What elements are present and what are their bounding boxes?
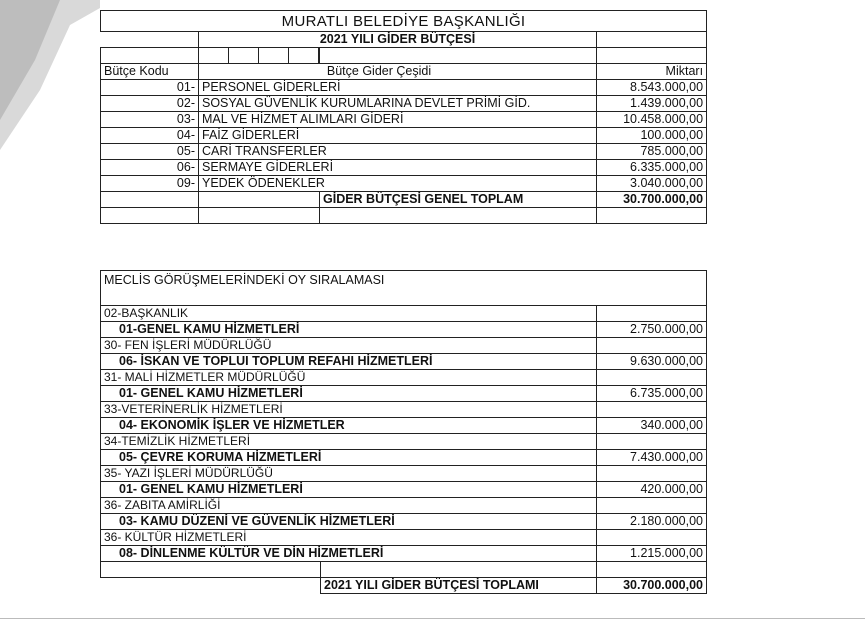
vote-amount: 9.630.000,00: [597, 354, 707, 370]
budget-name: SOSYAL GÜVENLİK KURUMLARINA DEVLET PRİMİ GİD.: [199, 96, 597, 112]
vote-item: 05- ÇEVRE KORUMA HİZMETLERİ: [101, 450, 597, 466]
vote-row: [101, 514, 707, 530]
dept-row: [101, 434, 707, 450]
budget-row: [101, 160, 707, 176]
dept-label: 36- ZABITA AMİRLİĞİ: [101, 498, 597, 514]
col-header-amount: Miktarı: [597, 64, 707, 80]
budget-row: [101, 128, 707, 144]
budget-code: 03-: [101, 112, 199, 128]
vote-row: [101, 386, 707, 402]
dept-label: 36- KÜLTÜR HİZMETLERİ: [101, 530, 597, 546]
scan-edge-line: [0, 618, 865, 619]
dept-label: 33-VETERİNERLİK HİZMETLERİ: [101, 402, 597, 418]
budget-name: YEDEK ÖDENEKLER: [199, 176, 597, 192]
budget-amount: 785.000,00: [597, 144, 707, 160]
budget-row: [101, 112, 707, 128]
budget-total-label: GİDER BÜTÇESİ GENEL TOPLAM: [320, 192, 597, 208]
dept-label: 30- FEN İŞLERİ MÜDÜRLÜĞÜ: [101, 338, 597, 354]
votes-total-amount: 30.700.000,00: [597, 578, 707, 594]
dept-label: 35- YAZI İŞLERİ MÜDÜRLÜĞÜ: [101, 466, 597, 482]
budget-row: [101, 144, 707, 160]
vote-row: [101, 546, 707, 562]
budget-row: [101, 96, 707, 112]
vote-item: 01- GENEL KAMU HİZMETLERİ: [101, 386, 597, 402]
vote-row: [101, 450, 707, 466]
budget-amount: 8.543.000,00: [597, 80, 707, 96]
vote-item: 08- DİNLENME KÜLTÜR VE DİN HİZMETLERİ: [101, 546, 597, 562]
budget-name: SERMAYE GİDERLERİ: [199, 160, 597, 176]
budget-code: 06-: [101, 160, 199, 176]
empty-grid-cells: [199, 48, 320, 64]
budget-amount: 1.439.000,00: [597, 96, 707, 112]
vote-amount: 340.000,00: [597, 418, 707, 434]
dept-label: 02-BAŞKANLIK: [101, 306, 597, 322]
budget-total-amount: 30.700.000,00: [597, 192, 707, 208]
budget-subtitle: 2021 YILI GİDER BÜTÇESİ: [199, 32, 597, 48]
dept-label: 34-TEMİZLİK HİZMETLERİ: [101, 434, 597, 450]
budget-name: MAL VE HİZMET ALIMLARI GİDERİ: [199, 112, 597, 128]
dept-row: [101, 338, 707, 354]
dept-row: [101, 530, 707, 546]
vote-amount: 7.430.000,00: [597, 450, 707, 466]
col-header-code: Bütçe Kodu: [101, 64, 199, 80]
budget-code: 01-: [101, 80, 199, 96]
budget-code: 04-: [101, 128, 199, 144]
dept-row: [101, 402, 707, 418]
budget-name: CARİ TRANSFERLER: [199, 144, 597, 160]
budget-code: 09-: [101, 176, 199, 192]
vote-amount: 420.000,00: [597, 482, 707, 498]
budget-amount: 10.458.000,00: [597, 112, 707, 128]
vote-amount: 6.735.000,00: [597, 386, 707, 402]
budget-row: [101, 176, 707, 192]
vote-row: [101, 354, 707, 370]
votes-total-label: 2021 YILI GİDER BÜTÇESİ TOPLAMI: [321, 578, 597, 594]
dept-label: 31- MALİ HİZMETLER MÜDÜRLÜĞÜ: [101, 370, 597, 386]
vote-amount: 1.215.000,00: [597, 546, 707, 562]
dept-row: [101, 306, 707, 322]
vote-item: 04- EKONOMİK İŞLER VE HİZMETLER: [101, 418, 597, 434]
vote-row: [101, 322, 707, 338]
budget-code: 02-: [101, 96, 199, 112]
vote-row: [101, 482, 707, 498]
budget-code: 05-: [101, 144, 199, 160]
votes-title: MECLİS GÖRÜŞMELERİNDEKİ OY SIRALAMASI: [101, 271, 707, 306]
budget-name: PERSONEL GİDERLERİ: [199, 80, 597, 96]
vote-amount: 2.180.000,00: [597, 514, 707, 530]
vote-row: [101, 418, 707, 434]
vote-amount: 2.750.000,00: [597, 322, 707, 338]
budget-name: FAİZ GİDERLERİ: [199, 128, 597, 144]
scan-shadow-corner: [0, 0, 100, 150]
vote-item: 06- İSKAN VE TOPLUI TOPLUM REFAHI HİZMETLERİ: [101, 354, 597, 370]
budget-amount: 3.040.000,00: [597, 176, 707, 192]
dept-row: [101, 466, 707, 482]
votes-table: [100, 270, 707, 594]
dept-row: [101, 498, 707, 514]
budget-amount: 100.000,00: [597, 128, 707, 144]
budget-amount: 6.335.000,00: [597, 160, 707, 176]
dept-row: [101, 370, 707, 386]
vote-item: 01-GENEL KAMU HİZMETLERİ: [101, 322, 597, 338]
budget-table: [100, 10, 707, 224]
vote-item: 03- KAMU DÜZENİ VE GÜVENLİK HİZMETLERİ: [101, 514, 597, 530]
budget-row: [101, 80, 707, 96]
col-header-type: Bütçe Gider Çeşidi: [199, 64, 597, 80]
vote-item: 01- GENEL KAMU HİZMETLERİ: [101, 482, 597, 498]
page-title: MURATLI BELEDİYE BAŞKANLIĞI: [101, 11, 707, 32]
